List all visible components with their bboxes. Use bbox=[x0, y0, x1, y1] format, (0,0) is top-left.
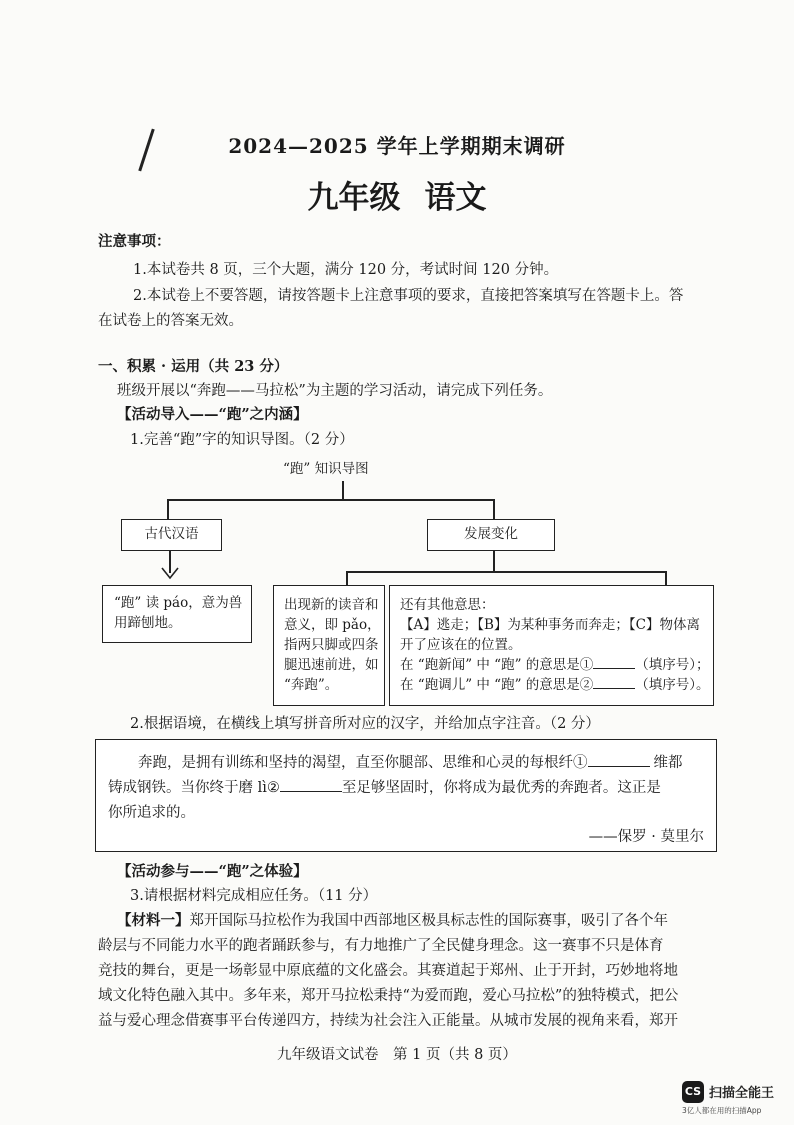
answer-blank-1[interactable] bbox=[593, 668, 635, 669]
quote-box bbox=[95, 739, 717, 852]
activity-1-title: 【活动导入——“跑”之内涵】 bbox=[117, 406, 308, 423]
box-new-line: “奔跑”。 bbox=[284, 677, 339, 693]
material-1-line-5: 益与爱心理念借赛事平台传递四方，持续为社会注入正能量。从城市发展的视角来看，郑开 bbox=[98, 1013, 678, 1029]
notice-heading: 注意事项： bbox=[98, 233, 171, 250]
watermark-sub: 3亿人都在用的扫描App bbox=[682, 1106, 762, 1115]
subject-label: 语文 bbox=[424, 180, 487, 216]
exam-title: 2024—2025 学年上学期期末调研 bbox=[228, 134, 566, 158]
grade-label: 九年级 bbox=[307, 180, 401, 216]
activity-2-title: 【活动参与——“跑”之体验】 bbox=[117, 863, 308, 880]
material-label: 【材料一】 bbox=[117, 912, 190, 929]
box-other-line: 【A】逃走；【B】为某种事务而奔走；【C】物体离 bbox=[400, 617, 700, 633]
box-other-meanings bbox=[389, 585, 714, 706]
box-ancient-meaning bbox=[102, 585, 252, 643]
box-other-line: 开了应该在的位置。 bbox=[400, 637, 522, 653]
mindmap-title: “跑” 知识导图 bbox=[283, 461, 369, 477]
box-ancient-line: 用蹄刨地。 bbox=[114, 615, 182, 631]
node-development: 发展变化 bbox=[427, 519, 555, 551]
question-2: 2.根据语境，在横线上填写拼音所对应的汉字，并给加点字注音。（2 分） bbox=[130, 716, 600, 732]
arrow-down-icon bbox=[161, 567, 179, 581]
quote-line-2: 铸成钢铁。当你终于磨 lì② 至足够坚固时，你将成为最优秀的奔跑者。这正是 bbox=[108, 780, 661, 796]
material-1-line-3: 竞技的舞台，更是一场彰显中原底蕴的文化盛会。其赛道起于郑州、止于开封，巧妙地将地 bbox=[98, 963, 678, 979]
answer-blank-li[interactable] bbox=[280, 791, 342, 792]
blank-line-1: 在 “跑新闻” 中 “跑” 的意思是① （填序号）； bbox=[400, 657, 710, 673]
quote-line-1: 奔跑，是拥有训练和坚持的渴望，直至你腿部、思维和心灵的每根纤① 维都 bbox=[138, 755, 683, 771]
notice-item-1: 1.本试卷共 8 页，三个大题，满分 120 分，考试时间 120 分钟。 bbox=[133, 262, 559, 278]
blank-line-2: 在 “跑调儿” 中 “跑” 的意思是② （填序号）。 bbox=[400, 677, 710, 693]
box-new-line: 出现新的读音和 bbox=[284, 597, 379, 613]
watermark-name: 扫描全能王 bbox=[709, 1086, 775, 1101]
box-other-line: 还有其他意思： bbox=[400, 597, 495, 613]
grade-subject-title bbox=[0, 172, 794, 217]
material-1-line-1: 【材料一】郑开国际马拉松作为我国中西部地区极具标志性的国际赛事，吸引了各个年 bbox=[117, 912, 668, 929]
page-footer: 九年级语文试卷 第 1 页（共 8 页） bbox=[277, 1047, 517, 1063]
section-1-intro: 班级开展以“奔跑——马拉松”为主题的学习活动，请完成下列任务。 bbox=[117, 383, 553, 399]
section-1-heading: 一、积累 · 运用（共 23 分） bbox=[98, 358, 289, 375]
material-1-line-4: 域文化特色融入其中。多年来，郑开马拉松秉持“为爱而跑，爱心马拉松”的独特模式，把公 bbox=[98, 988, 679, 1004]
box-new-line: 指两只脚或四条 bbox=[284, 637, 379, 653]
quote-line-3: 你所追求的。 bbox=[108, 805, 195, 821]
question-1: 1.完善“跑”字的知识导图。（2 分） bbox=[130, 432, 354, 448]
answer-blank-2[interactable] bbox=[593, 688, 635, 689]
box-new-line: 腿迅速前进，如 bbox=[284, 657, 379, 673]
camscanner-logo-icon: CS bbox=[682, 1081, 704, 1103]
node-ancient-chinese: 古代汉语 bbox=[121, 519, 222, 551]
notice-item-2-line-2: 在试卷上的答案无效。 bbox=[98, 313, 243, 329]
question-3: 3.请根据材料完成相应任务。（11 分） bbox=[130, 888, 378, 904]
notice-item-2-line-1: 2.本试卷上不要答题，请按答题卡上注意事项的要求，直接把答案填写在答题卡上。答 bbox=[133, 288, 684, 304]
answer-blank-fiber[interactable] bbox=[588, 766, 650, 767]
box-new-meaning bbox=[273, 585, 385, 706]
box-ancient-line: “跑” 读 páo，意为兽 bbox=[114, 595, 243, 611]
quote-author: ——保罗 · 莫里尔 bbox=[588, 829, 704, 845]
box-new-line: 意义，即 pǎo， bbox=[284, 617, 381, 633]
material-1-line-2: 龄层与不同能力水平的跑者踊跃参与，有力地推广了全民健身理念。这一赛事不只是体育 bbox=[98, 938, 664, 954]
